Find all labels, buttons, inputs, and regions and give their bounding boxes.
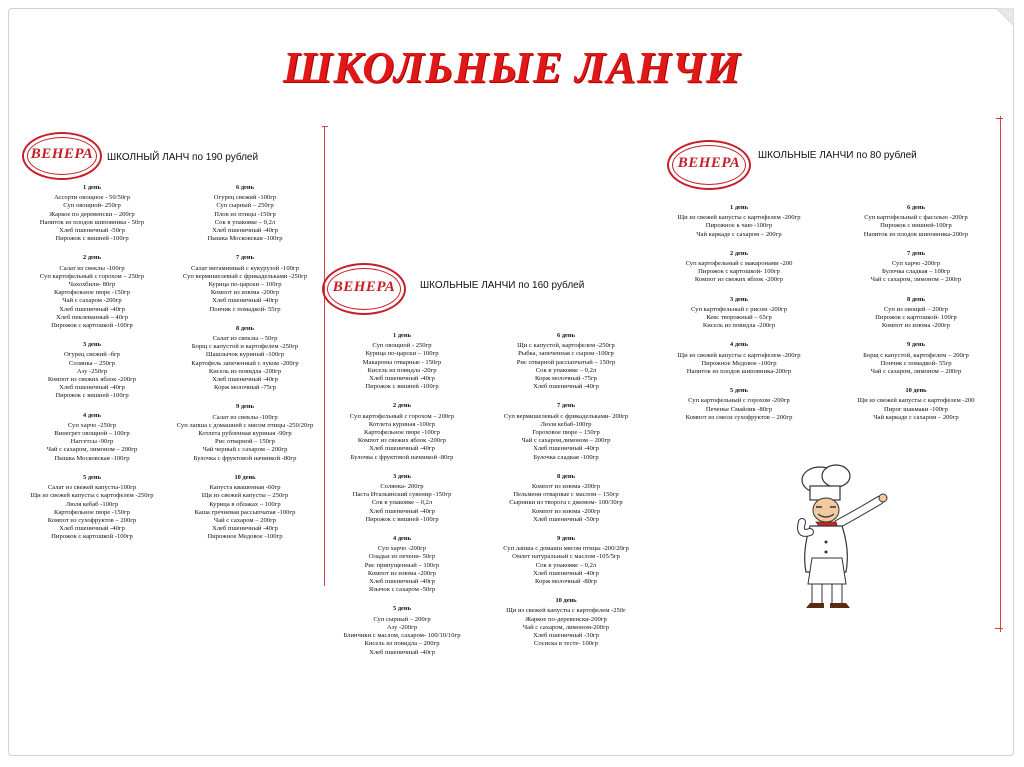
menu-item: Чай с сахаром, лимоном – 200гр <box>870 368 962 376</box>
menu-item: Хлеб пшеничный -40гр <box>212 297 278 305</box>
menu-item: Хлеб пшеничный -40гр <box>212 525 278 533</box>
day-label: 2 день <box>83 254 101 262</box>
menu-day <box>480 535 652 586</box>
day-label: 8 день <box>557 472 575 480</box>
day-label: 6 день <box>907 204 925 211</box>
menu-item: Солянка – 250гр <box>69 359 115 367</box>
menu-item: Суп картофельный с горохом – 250гр <box>39 272 145 280</box>
panel-160-right-column <box>480 332 652 660</box>
menu-day <box>160 184 330 243</box>
menu-item: Борщ с капустой и картофелем -250гр <box>191 343 299 351</box>
menu-item: Люля кебаб-100гр <box>540 420 592 428</box>
menu-item: Сок в упаковке – 0,2л <box>535 366 597 374</box>
menu-day <box>650 341 828 376</box>
menu-item: Рис отварной рассыпчатый – 150гр <box>516 358 616 366</box>
day-label: 9 день <box>907 341 925 349</box>
menu-item: Печенье Смайлик -80гр <box>705 405 773 413</box>
menu-item: Компот из сухофруктов – 200гр <box>47 516 137 524</box>
day-label: 10 день <box>234 473 256 481</box>
menu-day <box>8 254 176 330</box>
day-label: 2 день <box>730 249 748 257</box>
day-label: 6 день <box>236 184 254 191</box>
menu-day <box>160 474 330 542</box>
menu-item: Борщ с капустой, картофелем – 200гр <box>863 351 969 359</box>
menu-item: Суп картофельный с горохом – 200гр <box>349 412 455 420</box>
venera-logo: ВЕНЕРА <box>22 132 102 180</box>
menu-item: Пельмени отварные с маслом – 150гр <box>513 491 619 499</box>
day-label: 3 день <box>393 472 411 480</box>
menu-item: Язычок с сахаром -50гр <box>368 586 436 594</box>
day-label: 7 день <box>907 249 925 257</box>
menu-item: Пирожное Медовое -100гр <box>207 533 283 541</box>
menu-item: Пирожок с вишней-100гр <box>880 222 952 230</box>
menu-item: Пирожок с вишней -100гр <box>55 392 129 400</box>
menu-item: Суп харчо -250гр <box>67 421 117 429</box>
menu-day <box>836 296 996 331</box>
menu-item: Картофельное пюре -100гр <box>364 429 440 437</box>
day-label: 5 день <box>730 387 748 395</box>
menu-item: Хлеб пшеничный -40гр <box>369 375 435 383</box>
menu-day <box>836 387 996 422</box>
menu-item: Чай каркаде с сахаром – 200гр <box>873 413 959 421</box>
menu-item: Пирожок с картошкой -100гр <box>51 533 133 541</box>
menu-item: Салат из свеклы -100гр <box>59 264 125 272</box>
menu-item: Картофель запеченный с луком -200гр <box>191 359 299 367</box>
menu-item: Салат витаминный с кукурузой -100гр <box>191 264 299 272</box>
menu-day <box>650 296 828 331</box>
menu-item: Хлеб пшеничный -40гр <box>369 445 435 453</box>
menu-item: Пирожное к чаю -100гр <box>705 222 773 230</box>
menu-item: Суп лапша с домашней с мясом птицы -250/20гр <box>176 421 314 429</box>
menu-item: Суп картофельный с макаронами -200 <box>685 260 793 268</box>
menu-item: Хлеб пшеничный -50гр <box>59 227 125 235</box>
menu-item: Пончик с помадкой- 55гр <box>880 359 952 367</box>
panel-80-right-column <box>836 204 996 433</box>
menu-item: Напиток из плодов шиповника-200гр <box>686 368 792 376</box>
menu-item: Компот из изюма -200гр <box>367 569 437 577</box>
menu-item: Суп харчо -200гр <box>377 545 427 553</box>
venera-logo: ВЕНЕРА <box>667 140 751 190</box>
menu-item: Курица по-царски – 100гр <box>208 281 282 289</box>
menu-item: Рыбка, запеченная с сыром -100гр <box>518 350 614 358</box>
menu-item: Азу -250гр <box>76 367 108 375</box>
menu-item: Пирожок с картошкой- 100гр <box>698 268 780 276</box>
menu-item: Суп картофельный с рисом -200гр <box>690 305 788 313</box>
menu-item: Чай с сахаром,лимоном – 200гр <box>521 437 611 445</box>
menu-item: Суп харчо -200гр <box>891 260 941 268</box>
day-label: 9 день <box>557 535 575 543</box>
menu-item: Суп овощной- 250гр <box>63 202 121 210</box>
day-label: 4 день <box>730 341 748 349</box>
menu-item: Жаркое по-деревенски-200гр <box>525 615 607 623</box>
menu-item: Пирожок с вишней -100гр <box>365 515 439 523</box>
panel-190-left-column <box>8 184 176 553</box>
menu-item: Каша гречневая рассыпчатая -100гр <box>194 508 296 516</box>
day-label: 2 день <box>393 402 411 410</box>
menu-item: Салат из свежей капусты-100гр <box>47 484 137 492</box>
menu-item: Кисель из повидла -200гр <box>208 367 282 375</box>
panel-190-right-column <box>160 184 330 553</box>
day-label: 1 день <box>730 204 748 211</box>
menu-item: Сок в упаковке – 0,2л <box>371 499 433 507</box>
menu-item: Курица в облаках – 100гр <box>209 500 281 508</box>
menu-day <box>312 535 492 594</box>
menu-item: Щи из свежей капусты с картофелем -200гр <box>677 214 801 222</box>
menu-day <box>312 332 492 391</box>
menu-item: Булочка с фруктовой начинкой -80гр <box>350 453 454 461</box>
panel-80-left-column <box>650 204 828 433</box>
menu-item: Оладьи из печени- 50гр <box>368 553 436 561</box>
day-label: 3 день <box>83 341 101 349</box>
menu-item: Хлеб пеклеванный – 40гр <box>55 313 129 321</box>
menu-item: Хлеб пшеничный -40гр <box>59 305 125 313</box>
menu-item: Сырники из творога с джемом- 100/30гр <box>509 499 623 507</box>
menu-item: Хлеб пшеничный -40гр <box>369 578 435 586</box>
menu-item: Корж молочный -75гр <box>535 375 597 383</box>
day-label: 1 день <box>393 332 411 339</box>
menu-day <box>480 597 652 648</box>
menu-item: Рис припущенный – 100гр <box>364 561 440 569</box>
menu-item: Картофельное пюре -150гр <box>54 289 130 297</box>
menu-day <box>480 402 652 461</box>
menu-day <box>650 387 828 422</box>
menu-item: Пирожок с вишней -100гр <box>365 383 439 391</box>
menu-day <box>8 341 176 400</box>
panel-160-title: ШКОЛЬНЫЕ ЛАНЧИ по 160 рублей <box>420 280 585 291</box>
menu-item: Корж молочный -75гр <box>214 384 276 392</box>
menu-item: Огурец свежий -100гр <box>213 194 277 202</box>
menu-item: Чай каркаде с сахаром – 200гр <box>696 230 782 238</box>
menu-item: Хлеб пшеничный -40гр <box>59 384 125 392</box>
chef-illustration <box>780 462 900 612</box>
menu-item: Капуста квашенная -60гр <box>209 484 281 492</box>
menu-item: Булочка с фруктовой начинкой -80гр <box>193 454 297 462</box>
menu-item: Суп картофельный с фасолью -200гр <box>864 214 968 222</box>
menu-item: Макароны отварные - 150гр <box>362 358 442 366</box>
menu-item: Хлеб пшеничный -40гр <box>369 507 435 515</box>
menu-item: Булочка сладкая – 100гр <box>881 268 951 276</box>
menu-item: Суп вермишелевый с фрикадельками -250гр <box>182 272 308 280</box>
menu-item: Компот из изюма -200гр <box>531 507 601 515</box>
menu-item: Сосиска в тесте- 100гр <box>533 640 599 648</box>
menu-item: Чахохбили- 80гр <box>68 281 116 289</box>
menu-item: Компот из свежих яблок -200гр <box>47 376 137 384</box>
day-label: 5 день <box>393 605 411 613</box>
day-label: 7 день <box>557 402 575 410</box>
day-label: 4 день <box>393 535 411 543</box>
menu-item: Хлеб пшеничный -40гр <box>212 227 278 235</box>
menu-item: Ассорти овощное - 50/50гр <box>53 194 131 202</box>
menu-item: Кекс творожный – 65гр <box>706 314 772 322</box>
divider-line <box>322 126 328 127</box>
menu-item: Чай с сахаром, лимоном – 200гр <box>870 276 962 284</box>
menu-item: Салат из свеклы – 50гр <box>212 335 278 343</box>
menu-item: Хлеб пшеничный -40гр <box>533 569 599 577</box>
menu-item: Хлеб пшеничный -40гр <box>212 376 278 384</box>
menu-item: Огурец свежий -бгр <box>64 351 120 359</box>
menu-day <box>836 250 996 285</box>
menu-item: Пирожок с картошкой -100гр <box>51 322 133 330</box>
menu-item: Солянка- 200гр <box>380 483 424 491</box>
menu-item: Щи из свежей капусты с картофелем -250гр <box>30 492 154 500</box>
day-label: 1 день <box>83 184 101 191</box>
menu-item: Чай с сахаром – 200гр <box>213 516 277 524</box>
menu-item: Рис отварной – 150гр <box>215 438 275 446</box>
menu-day <box>480 332 652 391</box>
menu-day <box>8 412 176 463</box>
menu-day <box>650 204 828 239</box>
menu-item: Наггетсы -90гр <box>70 438 114 446</box>
menu-item: Хлеб пшеничный -40гр <box>369 648 435 656</box>
menu-item: Компот из изюма -200гр <box>210 289 280 297</box>
menu-item: Гороховое пюре – 150гр <box>532 429 600 437</box>
menu-day <box>312 402 492 461</box>
menu-item: Корж молочный -80гр <box>535 578 597 586</box>
menu-item: Пирог шакмаки -100гр <box>884 405 948 413</box>
menu-item: Суп сырный – 200гр <box>373 615 431 623</box>
menu-day <box>480 473 652 524</box>
menu-item: Щи из свежей капусты с картофелем -200 <box>857 397 975 405</box>
menu-item: Паста Итальянский сувенир -150гр <box>352 491 452 499</box>
menu-item: Компот из изюма -200гр <box>881 322 951 330</box>
day-label: 7 день <box>236 254 254 262</box>
menu-item: Суп овощной - 250гр <box>372 342 432 350</box>
menu-day <box>8 184 176 243</box>
menu-item: Компот из свежих яблок -200гр <box>694 276 784 284</box>
menu-item: Щи с капустой, картофелем -250гр <box>517 342 615 350</box>
menu-item: Компот из свежих яблок -200гр <box>357 437 447 445</box>
menu-day <box>836 204 996 239</box>
day-label: 10 день <box>905 387 927 395</box>
menu-item: Хлеб пшеничный -40гр <box>59 525 125 533</box>
menu-item: Булочка сладкая -100гр <box>533 453 599 461</box>
menu-day <box>160 403 330 462</box>
day-label: 8 день <box>236 324 254 332</box>
menu-item: Люля кебаб -100гр <box>65 500 119 508</box>
menu-item: Суп из овощей – 200гр <box>883 305 949 313</box>
menu-item: Чай с сахаром, лимоном-200гр <box>522 623 610 631</box>
page-title: ШКОЛЬНЫЕ ЛАНЧИ <box>282 43 742 92</box>
day-label: 5 день <box>83 473 101 481</box>
panel-80-title: ШКОЛЬНЫЕ ЛАНЧИ по 80 рублей <box>758 150 917 161</box>
menu-day <box>650 250 828 285</box>
menu-item: Сок в упаковке – 0,2л <box>535 561 597 569</box>
menu-item: Чай с сахаром -200гр <box>62 297 122 305</box>
venera-logo: ВЕНЕРА <box>322 263 406 315</box>
day-label: 10 день <box>555 597 577 605</box>
menu-item: Винегрет овощной – 100гр <box>54 430 130 438</box>
menu-item: Щи из свежей капусты с картофелем -200гр <box>677 351 801 359</box>
menu-day <box>8 474 176 542</box>
menu-item: Пончик с помадкой- 55гр <box>209 305 281 313</box>
day-label: 8 день <box>907 295 925 303</box>
menu-item: Щи из свежей капусты – 250гр <box>201 492 289 500</box>
menu-item: Картофельное пюре -150гр <box>54 508 130 516</box>
menu-item: Курица по-царски – 100гр <box>365 350 439 358</box>
menu-item: Кисель из повидла -200гр <box>702 322 776 330</box>
divider-line <box>996 118 1003 119</box>
menu-item: Хлеб пшеничный -30гр <box>533 632 599 640</box>
menu-item: Хлеб пшеничный -40гр <box>533 383 599 391</box>
menu-item: Жаркое по деревенски – 200гр <box>49 210 135 218</box>
menu-item: Чай с сахаром, лимоном – 200гр <box>46 446 138 454</box>
menu-item: Суп лапша с домашн мясом птицы -200/20гр <box>503 545 629 553</box>
menu-item: Сок в упаковке – 0,2л <box>214 218 276 226</box>
menu-item: Салат из свеклы -100гр <box>212 413 278 421</box>
panel-160-left-column <box>312 332 492 668</box>
page-curl-icon <box>996 8 1014 26</box>
day-label: 4 день <box>83 411 101 419</box>
menu-item: Хлеб пшеничный -40гр <box>533 445 599 453</box>
menu-item: Компот из смеси сухофруктов – 200гр <box>685 413 793 421</box>
menu-item: Чай черный с сахаром – 200гр <box>202 446 288 454</box>
menu-day <box>312 473 492 524</box>
menu-item: Компот из изюма -200гр <box>531 483 601 491</box>
menu-item: Напиток из плодов шиповника-200гр <box>863 230 969 238</box>
panel-190-title: ШКОЛНЫЙ ЛАНЧ по 190 рублей <box>107 152 259 163</box>
divider-line <box>1000 116 1001 632</box>
menu-day <box>160 254 330 313</box>
menu-item: Суп вермишелевый с фрикадельками- 200гр <box>503 412 629 420</box>
menu-item: Плов из птицы -150гр <box>214 210 276 218</box>
menu-item: Котлета куриная -100гр <box>368 420 436 428</box>
menu-item: Суп сырный – 250гр <box>216 202 274 210</box>
day-label: 9 день <box>236 403 254 411</box>
menu-day <box>836 341 996 376</box>
menu-item: Пирожное Медовое -100гр <box>701 359 777 367</box>
menu-item: Котлета рубленная куриная -90гр <box>198 430 292 438</box>
menu-item: Азу -200гр <box>386 623 418 631</box>
menu-item: Блинчики с маслом, сахаром- 100/10/10гр <box>343 632 461 640</box>
menu-item: Омлет натуральный с маслом -105/5гр <box>512 553 620 561</box>
menu-item: Шашлычок куриный -100гр <box>205 351 285 359</box>
day-label: 6 день <box>557 332 575 339</box>
menu-item: Щи из свежей капусты с картофелем -250г <box>506 607 626 615</box>
menu-item: Кисель из повидла -20гр <box>367 366 437 374</box>
menu-item: Кисель из повидла – 200гр <box>364 640 440 648</box>
menu-item: Хлеб пшеничный -50гр <box>533 515 599 523</box>
divider-line <box>995 628 1003 629</box>
menu-item: Суп картофельный с горохом -200гр <box>688 397 790 405</box>
menu-item: Напиток из плодов шиповника - 50гр <box>39 218 145 226</box>
day-label: 3 день <box>730 295 748 303</box>
menu-item: Пирожок с вишней -100гр <box>55 235 129 243</box>
menu-day <box>312 605 492 656</box>
menu-item: Пирожок с картошкой- 100гр <box>875 314 957 322</box>
menu-item: Пышка Московская -100гр <box>54 454 130 462</box>
menu-day <box>160 325 330 393</box>
menu-item: Пышка Московская -100гр <box>207 235 283 243</box>
